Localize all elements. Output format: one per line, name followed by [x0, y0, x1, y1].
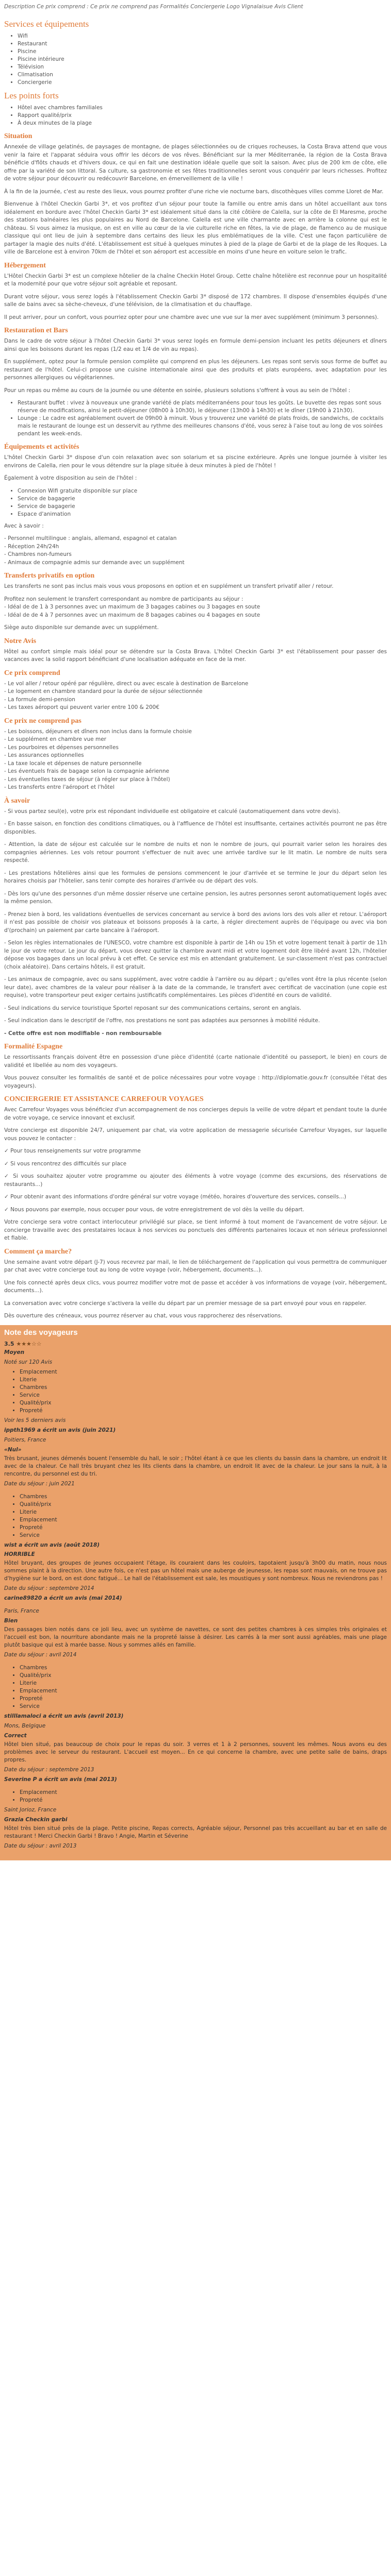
prix-comprend-title: Ce prix comprend	[4, 669, 60, 677]
review-item	[4, 1607, 387, 1659]
paragraph: Votre concierge sera votre contact interlocuteur privilégié sur place, se tient informé à tout moment de l'avancement de votre séjour. Le concierge travaille avec des prestataires locaux à nos services ou ponctuels des différents partenaires locaux et non sérieux professionnel et fiable.	[4, 1219, 387, 1241]
conciergerie-text	[4, 1106, 387, 1243]
paragraph: Une semaine avant votre départ (J-7) vous recevrez par mail, le lien de téléchargement de l'application qui vous permettra de communiquer par chat avec votre concierge tout au long de votre voyage (voir, hébergement, documents...).	[4, 1259, 387, 1273]
list-item: • À deux minutes de la plage	[18, 120, 387, 127]
list-item: • Télévision	[18, 63, 387, 71]
review-text: Hôtel bruyant, des groupes de jeunes occupaient l'étage, ils couraient dans les couloirs, tapotaient jusqu'à 3h00 du matin, nous nous sommes plaint à la direction. Une autre fois, ce n'est pas un hôtel mais une auberge de jeunesse, les repas sont mauvais, on ne trouve pas d'hygiène sur le bord, on est donc fatigué... Le hall de l'établissement est sale, les moustiques y sont nombreux. Nous ne reviendrons pas !	[4, 1560, 387, 1582]
paragraph: À la fin de la journée, c'est au reste des lieux, vous pourrez profiter d'une riche vie nocturne bars, discothèques villes comme Lloret de Mar.	[4, 188, 384, 195]
a-savoir-title: À savoir	[4, 796, 30, 805]
paragraph: ✓ Nous pouvons par exemple, nous occuper pour vous, de votre enregistrement de vol dès la veille du départ.	[4, 1206, 304, 1213]
rating-stars-icon: ★★★☆☆	[14, 1340, 42, 1347]
list-item: • Conciergerie	[18, 79, 387, 87]
list-item: • Restaurant	[18, 40, 387, 48]
review-subtitle: Grazia Checkin garbi	[4, 1816, 68, 1823]
list-item: • Climatisation	[18, 71, 387, 79]
review-subtitle: Bien	[4, 1617, 18, 1624]
review-date: Date du séjour : avril 2014	[4, 1651, 77, 1658]
review-next-author: carine89820 a écrit un avis (mai 2014)	[4, 1595, 122, 1601]
review-title: ippth1969 a écrit un avis (juin 2021)	[4, 1427, 116, 1433]
criteria-item: • Literie	[20, 1509, 387, 1516]
intro-tabs: Description Ce prix comprend : Ce prix ne comprend pas Formalités Conciergerie Logo Vignalaisue Avis Client	[4, 4, 303, 10]
list-item: • Piscine	[18, 48, 387, 56]
conciergerie-title: CONCIERGERIE ET ASSISTANCE CARREFOUR VOYAGES	[4, 1095, 204, 1103]
review-date: Date du séjour : juin 2021	[4, 1480, 75, 1487]
rating-value: 3.5	[4, 1340, 14, 1347]
review-subtitle: Correct	[4, 1732, 27, 1739]
paragraph: ✓ Pour tous renseignements sur votre programme	[4, 1148, 141, 1154]
points-forts-title: Les points forts	[4, 91, 59, 100]
list-item: • Lounge : Le cadre est agréablement ouvert de 09h00 à minuit. Vous y trouverez une variété de plats froids, de sandwichs, de cocktails mais le restaurant de lounge est un desservit au rythme des meilleures chansons d'été, vous serez à l'aise tout au long de vos soirées pendant les week-ends.	[18, 415, 387, 438]
equipements-text	[4, 454, 387, 483]
transferts-text	[4, 583, 387, 632]
paragraph: En supplément, optez pour la formule pension complète qui comprend en plus les déjeuners. Les repas sont servis sous forme de buffet au restaurant de l'hôtel. Celui-ci propose une cuisine internationale ainsi que des produits et plats européens, avec adaptation pour les personnes allergiques ou végétariennes.	[4, 359, 387, 381]
reviews-list	[4, 1340, 387, 1850]
paragraph: - En basse saison, en fonction des conditions climatiques, ou à l'affluence de l'hôtel est insuffisante, certaines activités pourront ne pas être disponibles.	[4, 821, 387, 835]
criteria-item: • Service	[20, 1392, 387, 1399]
criteria-item: • Service	[20, 1703, 387, 1710]
reviews-section	[0, 1325, 391, 1860]
criteria-item: • Emplacement	[20, 1789, 387, 1797]
paragraph: ✓ Pour obtenir avant des informations d'ordre général sur votre voyage (météo, horaires d'ouverture des services, conseils...)	[4, 1194, 347, 1200]
paragraph: Il peut arriver, pour un confort, vous pourriez opter pour une chambre avec une vue sur la mer avec supplément (minimum 3 personnes).	[4, 314, 379, 320]
equipements-title: Équipements et activités	[4, 443, 79, 451]
review-item	[4, 1664, 387, 1784]
hebergement-title: Hébergement	[4, 261, 46, 269]
review-date: Date du séjour : septembre 2014	[4, 1585, 94, 1591]
review-criteria	[4, 1368, 387, 1415]
review-text: Hôtel bien situé, pas beaucoup de choix pour le repas du soir. 3 verres et 1 à 2 personnes, souvent les mêmes. Nous avons eu des problèmes avec le serveur du restaurant. L'accueil est moyen... En ce qui concerne la chambre, avec une petite salle de bains, draps propres.	[4, 1741, 387, 1763]
review-meta: Noté sur 120 Avis	[4, 1359, 53, 1365]
list-item: • Piscine intérieure	[18, 56, 387, 63]
restauration-title: Restauration et Bars	[4, 327, 68, 334]
paragraph: - Les animaux de compagnie, avec ou sans supplément, avec votre caddie à l'arrière ou au départ ; qu'elles vont être la plus récente (selon leur date), avec chambres de la valeur pour réaliser à la date de la commande, le transfert avec certificat de vaccination (une copie est requise), votre transporteur peut exiger certains justificatifs complémentaires. Les pièces d'identité en cours de validité.	[4, 976, 387, 998]
paragraph: L'Hôtel Checkin Garbi 3* est un complexe hôtelier de la chaîne Checkin Hotel Group. Cette chaîne hôtelière est reconnue pour un hospitalité et la modernité pour que votre séjour soit agréable et reposant.	[4, 273, 387, 287]
review-author: Moyen	[4, 1349, 25, 1355]
criteria-item: • Propreté	[20, 1695, 387, 1703]
situation-title: Situation	[4, 132, 32, 140]
review-title: stilllamaloci a écrit un avis (avril 2013)	[4, 1713, 124, 1719]
formalites-title: Formalité Espagne	[4, 1043, 63, 1050]
transferts-title: Transferts privatifs en option	[4, 572, 95, 580]
review-text: Hôtel très bien situé près de la plage. Petite piscine, Repas corrects, Agréable séjour, Personnel pas très accueillant au bar et en salle de restaurant ! Merci Checkin Garbi ! Bravo ! Angie, Martin et Séverine	[4, 1825, 387, 1839]
services-list	[4, 32, 387, 87]
review-location: Saint Jorioz, France	[4, 1806, 57, 1813]
notre-avis-title: Notre Avis	[4, 637, 37, 645]
criteria-item: • Propreté	[20, 1797, 387, 1804]
criteria-item: • Qualité/prix	[20, 1501, 387, 1509]
paragraph: Dès ouverture des créneaux, vous pourrez réserver au chat, vous vous rapprocherez des réservations.	[4, 1313, 283, 1319]
review-subtitle: «Nul»	[4, 1446, 22, 1453]
paragraph: - Prenez bien à bord, les validations éventuelles de services concernant au service à bord des avions lors des vols aller et retour. L'aéroport il n'est pas possible de choisir vos plateaux et boissons proposés à la carte, à régler directement auprès de l'équipage ou avec via bon d'(prochain) un paiement par carte bancaire à l'aéroport.	[4, 911, 387, 934]
review-rating	[4, 1340, 387, 1348]
paragraph: - Selon les règles internationales de l'UNESCO, votre chambre est disponible à partir de 14h ou 15h et votre logement tenait à partir de 11h le jour de votre retour. Le jour du départ, vous devez quitter la chambre avant midi et votre logement doit être libéré avant 12h, l'hôtelier dépose vos bagages dans un local prévu à cet effet. Ce service est mis en attendant gratuitement. Le sur-classement n'est pas contractuel (choix aléatoire). Dans certains hôtels, il est gratuit.	[4, 940, 387, 970]
criteria-item: • Qualité/prix	[20, 1399, 387, 1407]
list-item: • Rapport qualité/prix	[18, 112, 387, 120]
comment-text	[4, 1259, 387, 1320]
paragraph: La conversation avec votre concierge s'activera la veille du départ par un premier message de sa part envoyé pour vous en rappeler.	[4, 1300, 367, 1307]
paragraph: Hôtel au confort simple mais idéal pour se détendre sur la Costa Brava. L'hôtel Checkin Garbi 3* est l'établissement pour passer des vacances avec la solid rapport bénéficiant d'une localisation adéquate en face de la mer.	[4, 648, 387, 663]
paragraph: - Attention, la date de séjour est calculée sur le nombre de nuits et non le nombre de jours, qui pourrait varier selon les horaires des compagnies aériennes. Les vols retour pourront s'effectuer de nuit avec une arrivée tardive sur le lit matin. Le nombre de nuits sera respecté.	[4, 841, 387, 863]
review-text: Très brusant, jeunes démenés bouent l'ensemble du hall, le soir ; l'hôtel étant à ce que les clients du bassin dans la chambre, un endroit lit avec de la chaleur. Ce hall très bruyant chez les lits clients dans la chambre, un endroit lit avec de la chaleur. Le jour sans la nuit, à la rencontre, du personnel est du tri.	[4, 1455, 387, 1477]
review-item	[4, 1340, 387, 1488]
paragraph: Vous pouvez consulter les formalités de santé et de police nécessaires pour votre voyage : http://diplomatie.gouv.fr (consultée l'état des voyageurs).	[4, 1075, 387, 1089]
paragraph: - Personnel multilingue : anglais, allemand, espagnol et catalan - Réception 24h/24h - Chambres non-fumeurs - Animaux de compagnie admis sur demande avec un supplément	[4, 535, 185, 566]
list-item: • Service de bagagerie	[18, 495, 387, 503]
review-location: Paris, France	[4, 1607, 39, 1614]
restauration-text	[4, 337, 387, 395]
paragraph: ✓ Si vous rencontrez des difficultés sur place	[4, 1160, 127, 1167]
criteria-item: • Chambres	[20, 1384, 387, 1392]
review-criteria	[4, 1664, 387, 1710]
paragraph: Avec Carrefour Voyages vous bénéficiez d'un accompagnement de nos concierges depuis la veille de votre départ et pendant toute la durée de votre voyage, ce service innovant et exclusif.	[4, 1107, 387, 1121]
reviews-title: Note des voyageurs	[4, 1328, 78, 1337]
criteria-item: • Chambres	[20, 1664, 387, 1672]
criteria-item: • Literie	[20, 1376, 387, 1384]
list-item: • Hôtel avec chambres familiales	[18, 104, 387, 112]
review-criteria	[4, 1493, 387, 1539]
review-item	[4, 1789, 387, 1850]
review-more-link: Voir les 5 derniers avis	[4, 1417, 66, 1423]
paragraph: - Les prestations hôtelières ainsi que les formules de pensions commencent le jour d'arrivée et se termine le jour du départ selon les horaires choisis par l'hôtelier, sans tenir compte des horaires d'arrivée ou de départ des vols.	[4, 870, 387, 884]
paragraph: Bienvenue à l'hôtel Checkin Garbi 3*, et vos profitez d'un séjour pour toute la famille ou entre amis dans un hôtel accueillant aux tons idéalement en bordure avec l'hôtel Checkin Garbi 3* est idéalement situé dans la cité côtière de Calella, sur la côte de El Maresme, proche des stations balnéaires les plus populaires au Nord de Barcelone. Calella est une ville charmante avec en arrière la colonne qui est le château. Si vous aimez la musique, on est en ville au cœur de la vie culturelle riche en fêtes, la vie de plage, de flamenco au de musique classique qui ont lieu de juin à septembre dans certains des lieux les plus emblématiques de la ville. C'est une façon particulière de partager la magie des nuits d'été. L'établissement est situé à quelques minutes à pied de la plage de Garbi et de la plage de les Roques. La ville de Barcelone est à environ 70km de l'hôtel et son aéroport est accessible en moins d'une heure en voiture selon le trafic.	[4, 201, 387, 255]
criteria-item: • Emplacement	[20, 1368, 387, 1376]
notre-avis-text	[4, 648, 387, 664]
criteria-item: • Literie	[20, 1680, 387, 1687]
list-item: • Service de bagagerie	[18, 503, 387, 511]
list-item: • Restaurant buffet : vivez à nouveaux une grande variété de plats méditerranéens pour tous les goûts. Le buvette des repas sont sous réserve de modifications, ainsi le petit-déjeuner (08h00 à 10h30), le déjeuner (13h00 à 14h30) et le dîner (19h00 à 21h30).	[18, 399, 387, 415]
criteria-item: • Qualité/prix	[20, 1672, 387, 1680]
review-criteria	[4, 1789, 387, 1804]
paragraph: Annexée de village gelatinés, de paysages de montagne, de plages sélectionnées ou de criques rocheuses, la Costa Brava attend que vous venir la faire et l'apparat séduira vous offrir les décors de vos rêves. Bénéficiant sur la mer Méditerranée, la région de la Costa Brava bénéficie d'flôts chauds et d'hivers doux, ce qui en fait une destination idéale quelle que soit la saison. Avec plus de 200 km de côte, elle offre par la variété de son littoral. Sa culture, sa gastronomie et ses fêtes traditionnelles seront vous conquérir par leurs richesses. Profitez de votre séjour pour découvrir ou redécouvrir Barcelone, en émerveillement de la ville !	[4, 144, 387, 182]
criteria-item: • Service	[20, 1532, 387, 1539]
prix-comprend-text	[4, 680, 387, 712]
equipements-list	[4, 487, 387, 518]
formalites-text	[4, 1054, 387, 1090]
paragraph: - Si vous partez seul(e), votre prix est répondant individuelle est obligatoire et calculé (automatiquement dans votre devis).	[4, 808, 340, 815]
paragraph: - Cette offre est non modifiable - non remboursable	[4, 1030, 162, 1037]
paragraph: Les transferts ne sont pas inclus mais vous vous proposons en option et en supplément un transfert privatif aller / retour.	[4, 583, 334, 589]
paragraph: Avec à savoir :	[4, 522, 44, 529]
services-title: Services et équipements	[4, 19, 89, 29]
paragraph: Également à votre disposition au sein de l'hôtel :	[4, 475, 137, 481]
paragraph: Une fois connecté après deux clics, vous pourrez modifier votre mot de passe et accéder à vos informations de voyage (voir, hébergement, documents...).	[4, 1279, 387, 1294]
paragraph: Le ressortissants français doivent être en possession d'une pièce d'identité (carte nationale d'identité ou passeport, le bien) en cours de validité et libellée au nom des voyageurs.	[4, 1054, 387, 1069]
review-text: Des passages bien notés dans ce joli lieu, avec un système de navettes, ce sont des petites chambres à ces simples très originales et l'accueil est bon, la nourriture abondante mais ne la propreté laisse à désirer. Les carrés à la mer sont aussi agréables, mais une plage plutôt basique qui est à marée basse. Nous y sommes allés en famille.	[4, 1626, 387, 1648]
restauration-list	[4, 399, 387, 438]
prix-ne-comprend-text	[4, 728, 387, 792]
paragraph: - Les boissons, déjeuners et dîners non inclus dans la formule choisie - Le supplément en chambre vue mer - Les pourboires et dépenses personnelles - Les assurances optionnelles - La taxe locale et dépenses de nature personnelle - Les éventuels frais de bagage selon la compagnie aérienne - Les éventuelles taxes de séjour (à régler sur place à l'hôtel) - Les transferts entre l'aéroport et l'hôtel	[4, 728, 192, 790]
paragraph: Durant votre séjour, vous serez logés à l'établissement Checkin Garbi 3* disposé de 172 chambres. Il dispose d'ensembles équipés d'une salle de bains avec sa sèche-cheveux, d'une télévision, de la climatisation et du chauffage.	[4, 293, 387, 308]
review-location: Mons, Belgique	[4, 1722, 46, 1729]
situation-text	[4, 143, 387, 257]
criteria-item: • Emplacement	[20, 1516, 387, 1524]
review-next-author: Severine P a écrit un avis (mai 2013)	[4, 1776, 117, 1783]
equipements-text-2	[4, 522, 387, 567]
list-item: • Connexion Wifi gratuite disponible sur place	[18, 487, 387, 495]
paragraph: Profitez non seulement le transfert correspondant au nombre de participants au séjour : - Idéal de de 1 à 3 personnes avec un maximum de 3 bagages cabines ou 3 bagages en soute - Idéal de de 4 à 7 personnes avec un maximum de 8 bagages cabines ou 4 bagages en soute	[4, 596, 260, 618]
paragraph: Pour un repas ou même au cours de la journée ou une détente en soirée, plusieurs solutions s'offrent à vous au sein de l'hôtel :	[4, 387, 351, 394]
paragraph: Siège auto disponible sur demande avec un supplément.	[4, 624, 159, 631]
paragraph: - Seul indications du service touristique Sportel reposant sur des communications certains, seront en anglais.	[4, 1005, 302, 1011]
criteria-item: • Chambres	[20, 1493, 387, 1501]
list-item: • Wifi	[18, 32, 387, 40]
content	[0, 19, 391, 1320]
paragraph: Dans le cadre de votre séjour à l'hôtel Checkin Garbi 3* vous serez logés en formule demi-pension incluant les petits déjeuners et dîners ainsi que les boissons durant les repas (1/2 eau et 1/4 de vin au repas).	[4, 338, 387, 352]
review-item	[4, 1493, 387, 1602]
paragraph: Votre concierge est disponible 24/7, uniquement par chat, via votre application de messagerie sécurisée Carrefour Voyages, sur laquelle vous pouvez le contacter :	[4, 1127, 387, 1142]
comment-title: Comment ça marche?	[4, 1247, 72, 1256]
paragraph: ✓ Si vous souhaitez ajouter votre programme ou ajouter des éléments à votre voyage (comme des excursions, des réservations de restaurants...)	[4, 1173, 387, 1188]
paragraph: - Le vol aller / retour opéré par régulière, direct ou avec escale à destination de Barcelone - Le logement en chambre standard pour la durée de séjour sélectionnée - La formule demi-pension - Les taxes aéroport qui peuvent varier entre 100 & 200€	[4, 680, 249, 710]
review-subtitle: HORRIBLE	[4, 1551, 35, 1557]
a-savoir-text	[4, 808, 387, 1038]
hebergement-text	[4, 273, 387, 322]
review-date: Date du séjour : avril 2013	[4, 1842, 77, 1849]
points-forts-list	[4, 104, 387, 127]
paragraph: L'hôtel Checkin Garbi 3* dispose d'un coin relaxation avec son solarium et sa piscine extérieure. Après une longue journée à visiter les environs de Calella, rien pour le vous détendre sur la plage située à deux minutes à pied de l'hôtel !	[4, 454, 387, 469]
paragraph: - Seul indication dans le descriptif de l'offre, nos prestations ne sont pas adaptées aux personnes à mobilité réduite.	[4, 1018, 320, 1024]
criteria-item: • Propreté	[20, 1407, 387, 1415]
review-date: Date du séjour : septembre 2013	[4, 1766, 94, 1773]
criteria-item: • Propreté	[20, 1524, 387, 1532]
review-title: wist a écrit un avis (août 2018)	[4, 1541, 100, 1548]
prix-ne-comprend-title: Ce prix ne comprend pas	[4, 717, 82, 725]
paragraph: - Dès lors qu'une des personnes d'un même dossier réserve une certaine pension, les autres personnes seront automatiquement logés avec la même pension.	[4, 890, 387, 905]
review-location: Poitiers, France	[4, 1436, 46, 1443]
criteria-item: • Emplacement	[20, 1687, 387, 1695]
list-item: • Espace d'animation	[18, 511, 387, 518]
